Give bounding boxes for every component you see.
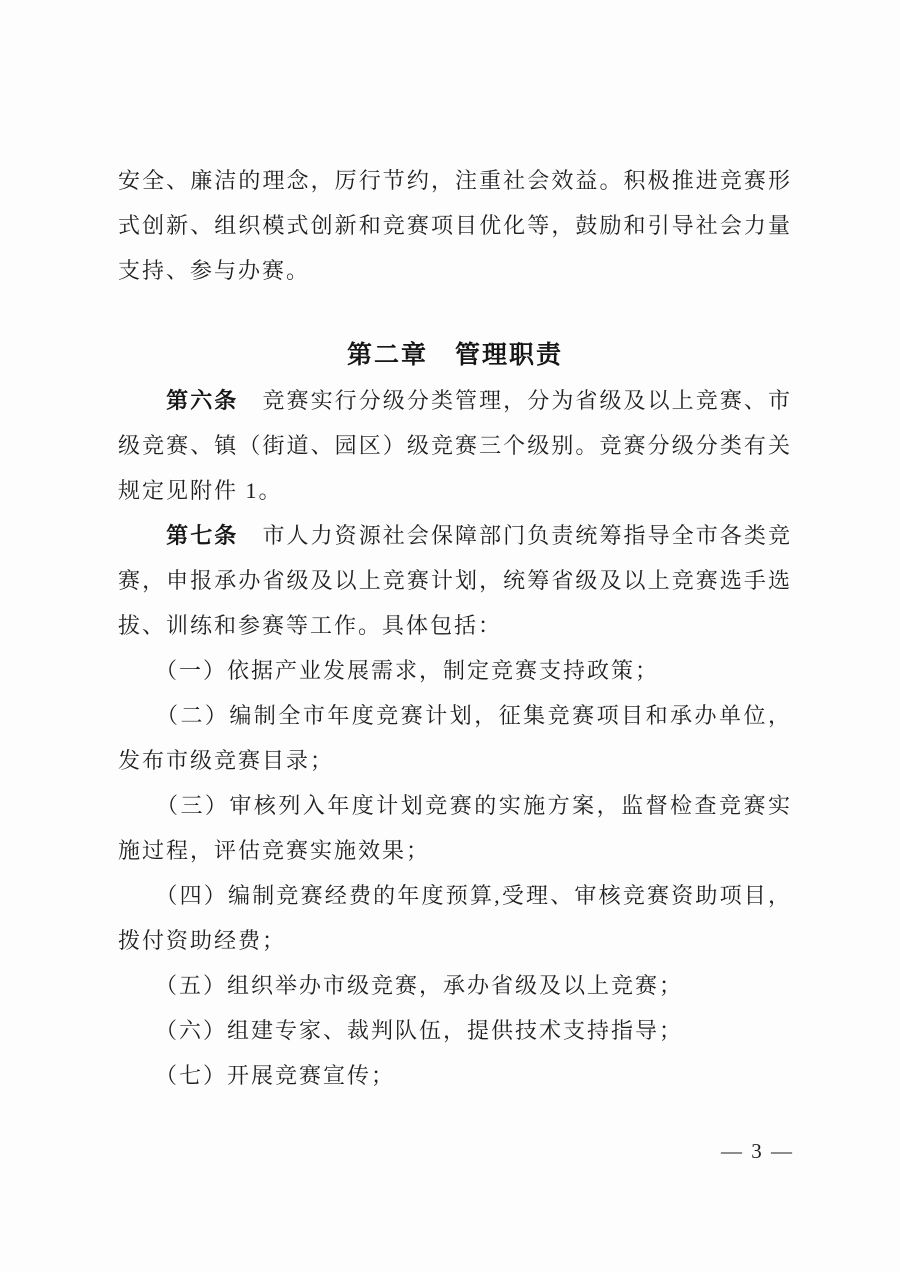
text-line: 拨付资助经费； bbox=[118, 928, 287, 953]
list-item-2 bbox=[118, 693, 792, 783]
text-line: 安全、廉洁的理念，厉行节约，注重社会效益。积极推进竞赛形 bbox=[118, 168, 792, 193]
paragraph-continuation bbox=[118, 158, 792, 293]
text-line: （七）开展竞赛宣传； bbox=[166, 1063, 396, 1088]
article-7 bbox=[118, 513, 792, 648]
text-line: （五）组织举办市级竞赛，承办省级及以上竞赛； bbox=[166, 973, 684, 998]
text-line: 施过程，评估竞赛实施效果； bbox=[118, 838, 431, 863]
text-line: 发布市级竞赛目录； bbox=[118, 748, 335, 773]
list-item-6 bbox=[118, 1008, 792, 1053]
text-line: （四）编制竞赛经费的年度预算,受理、审核竞赛资助项目， bbox=[166, 883, 792, 908]
article-number: 第六条 bbox=[166, 388, 239, 413]
text-line: 式创新、组织模式创新和竞赛项目优化等，鼓励和引导社会力量 bbox=[118, 213, 792, 238]
chapter-heading: 第二章 管理职责 bbox=[346, 341, 563, 369]
text-line: 赛，申报承办省级及以上竞赛计划，统筹省级及以上竞赛选手选 bbox=[118, 568, 792, 593]
text-line: （二）编制全市年度竞赛计划，征集竞赛项目和承办单位， bbox=[166, 703, 792, 728]
list-item-7 bbox=[118, 1053, 792, 1098]
page-number: — 3 — bbox=[721, 1139, 794, 1163]
list-item-4 bbox=[118, 873, 792, 963]
article-number: 第七条 bbox=[166, 523, 239, 548]
text-line: 拔、训练和参赛等工作。具体包括： bbox=[118, 613, 503, 638]
text-line: 第七条 市人力资源社会保障部门负责统筹指导全市各类竞 bbox=[166, 523, 792, 548]
article-6 bbox=[118, 378, 792, 513]
text-line: （一）依据产业发展需求，制定竞赛支持政策； bbox=[166, 658, 660, 683]
text-line: 第六条 竞赛实行分级分类管理，分为省级及以上竞赛、市 bbox=[166, 388, 792, 413]
text-line: （三）审核列入年度计划竞赛的实施方案，监督检查竞赛实 bbox=[166, 793, 792, 818]
text-line: 级竞赛、镇（街道、园区）级竞赛三个级别。竞赛分级分类有关 bbox=[118, 433, 792, 458]
list-item-5 bbox=[118, 963, 792, 1008]
text-line: 规定见附件 1。 bbox=[118, 478, 283, 503]
list-item-3 bbox=[118, 783, 792, 873]
text-line: （六）组建专家、裁判队伍，提供技术支持指导； bbox=[166, 1018, 684, 1043]
document-body bbox=[118, 158, 792, 1098]
list-item-1 bbox=[118, 648, 792, 693]
text-line: 支持、参与办赛。 bbox=[118, 258, 311, 283]
